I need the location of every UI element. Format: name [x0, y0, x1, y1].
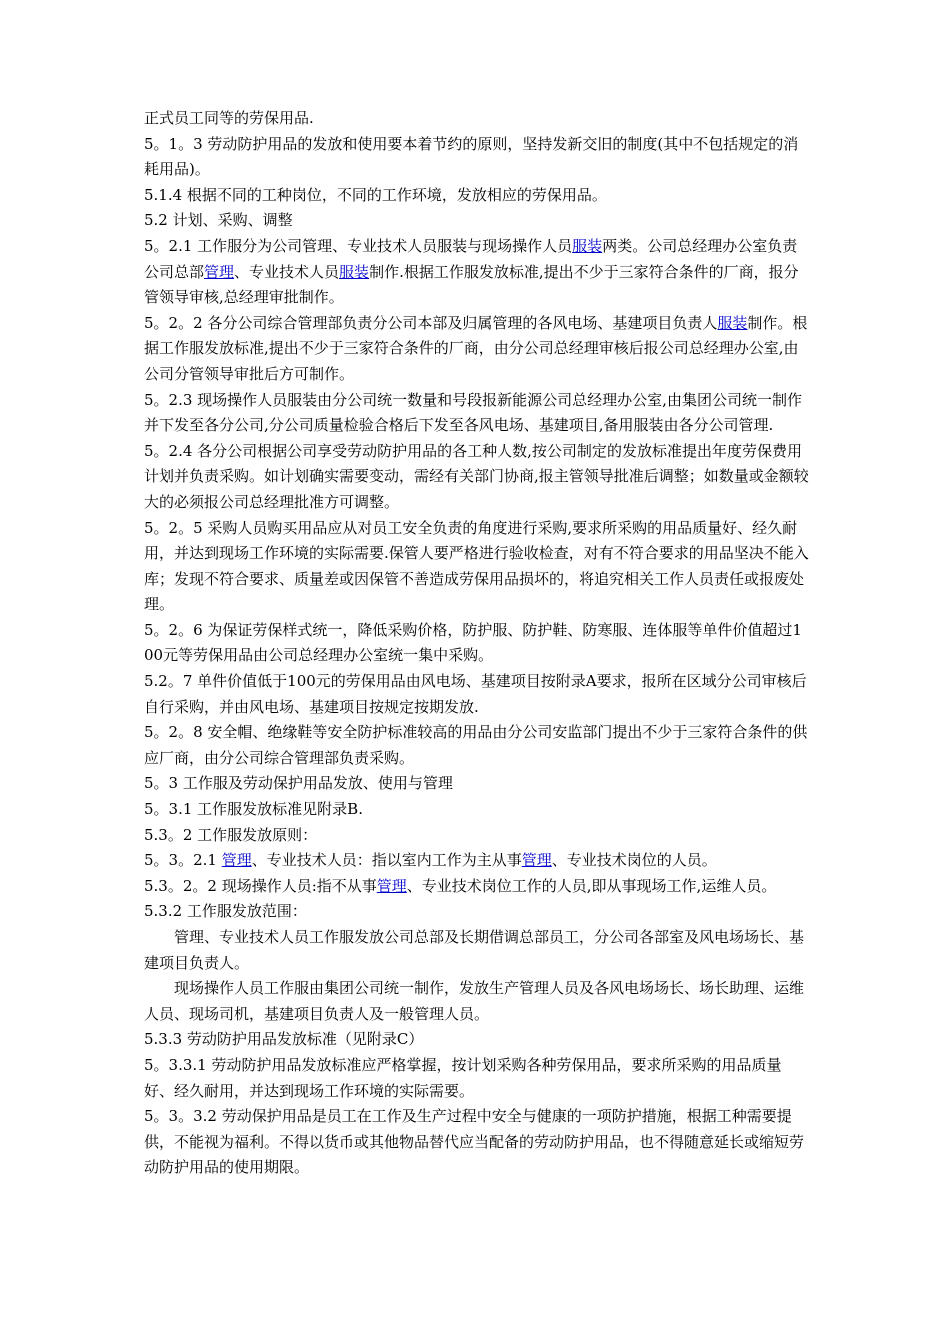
paragraph [144, 618, 810, 669]
paragraph [144, 848, 810, 874]
paragraph-text: 制作.根据工作服发放标准,提出不少于三家符合条件的厂商，报分管领导审核,总经理审批制作。 [144, 262, 799, 307]
keyword-link[interactable]: 管理 [521, 851, 552, 870]
paragraph [144, 388, 810, 439]
paragraph [144, 234, 810, 311]
paragraph [144, 311, 810, 388]
document-page [144, 106, 810, 1181]
paragraph-text: 5。3.3.1 劳动防护用品发放标准应严格掌握，按计划采购各种劳保用品，要求所采购的用品质量好、经久耐用，并达到现场工作环境的实际需要。 [144, 1055, 782, 1100]
keyword-link[interactable]: 管理 [204, 262, 235, 281]
paragraph [144, 1104, 810, 1181]
paragraph-text: 正式员工同等的劳保用品. [144, 109, 314, 127]
paragraph-text: 5。2.4 各分公司根据公司享受劳动防护用品的各工种人数,按公司制定的发放标准提出年度劳保费用计划并负责采购。如计划确实需要变动，需经有关部门协商,报主管领导批准后调整；如数量或金额较大的必须报公司总经理批准方可调整。 [144, 441, 809, 511]
paragraph-text: 5。3。3.2 劳动保护用品是员工在工作及生产过程中安全与健康的一项防护措施，根据工种需要提供，不能视为福利。不得以货币或其他物品替代应当配备的劳动防护用品，也不得随意延长或缩短劳动防护用品的使用期限。 [144, 1107, 805, 1177]
paragraph [144, 720, 810, 771]
keyword-link[interactable]: 管理 [376, 876, 407, 895]
paragraph-text: 5。1。3 劳动防护用品的发放和使用要本着节约的原则，坚持发新交旧的制度(其中不包括规定的消耗用品)。 [144, 134, 799, 179]
paragraph [144, 208, 810, 234]
paragraph-text: 、专业技术人员 [234, 262, 340, 281]
paragraph-text: 5。2。2 各分公司综合管理部负责分公司本部及归属管理的各风电场、基建项目负责人 [144, 313, 718, 332]
paragraph-text: 5.2 计划、采购、调整 [144, 211, 293, 230]
paragraph-text: 5.3.3 劳动防护用品发放标准（见附录C） [144, 1030, 424, 1049]
paragraph-text: 5。2。8 安全帽、绝缘鞋等安全防护标准较高的用品由分公司安监部门提出不少于三家符合条件的供应厂商，由分公司综合管理部负责采购。 [144, 723, 808, 767]
paragraph-text: 、专业技术岗位的人员。 [551, 851, 717, 870]
paragraph [144, 797, 810, 823]
keyword-link[interactable]: 服装 [717, 313, 748, 332]
paragraph [144, 976, 810, 1027]
paragraph-text: 5。3。2.1 [144, 851, 222, 870]
paragraph [144, 823, 810, 849]
paragraph [144, 874, 810, 900]
keyword-link[interactable]: 服装 [572, 236, 603, 255]
paragraph [144, 132, 810, 183]
paragraph-text: 制作。根据工作服发放标准,提出不少于三家符合条件的厂商，由分公司总经理审核后报公司总经理办公室,由公司分管领导审批后方可制作。 [144, 313, 808, 383]
paragraph [144, 925, 810, 976]
paragraph-text: 现场操作人员工作服由集团公司统一制作，发放生产管理人员及各风电场场长、场长助理、运维人员、现场司机，基建项目负责人及一般管理人员。 [144, 979, 805, 1023]
paragraph [144, 899, 810, 925]
paragraph-text: 5.3。2 工作服发放原则： [144, 825, 318, 844]
paragraph-text: 、专业技术岗位工作的人员,即从事现场工作,运维人员。 [406, 876, 777, 895]
paragraph-text: 两类。公司总经理办公室负责公司总部 [144, 236, 798, 281]
paragraph-text: 5。2。6 为保证劳保样式统一，降低采购价格，防护服、防护鞋、防寒服、连体服等单件价值超过100元等劳保用品由公司总经理办公室统一集中采购。 [144, 620, 802, 665]
paragraph-text: 5.3.2 工作服发放范围： [144, 902, 307, 921]
paragraph [144, 183, 810, 209]
paragraph [144, 771, 810, 797]
paragraph [144, 439, 810, 516]
paragraph [144, 1027, 810, 1053]
paragraph [144, 516, 810, 618]
paragraph-text: 5。3 工作服及劳动保护用品发放、使用与管理 [144, 774, 453, 793]
paragraph [144, 669, 810, 720]
paragraph-text: 5。2。5 采购人员购买用品应从对员工安全负责的角度进行采购,要求所采购的用品质量好、经久耐用，并达到现场工作环境的实际需要.保管人要严格进行验收检查，对有不符合要求的用品坚决不能入库；发现不符合要求、质量差或因保管不善造成劳保用品损坏的，将追究相关工作人员责任或报废处理。 [144, 518, 809, 614]
paragraph-text: 5.1.4 根据不同的工种岗位，不同的工作环境，发放相应的劳保用品。 [144, 185, 607, 204]
paragraph-text: 管理、专业技术人员工作服发放公司总部及长期借调总部员工，分公司各部室及风电场场长、基建项目负责人。 [144, 928, 805, 972]
paragraph-text: 、专业技术人员：指以室内工作为主从事 [251, 851, 522, 870]
paragraph-text: 5.3。2。2 现场操作人员:指不从事 [144, 876, 377, 895]
keyword-link[interactable]: 管理 [221, 851, 252, 870]
paragraph-text: 5.2。7 单件价值低于100元的劳保用品由风电场、基建项目按附录A要求，报所在区域分公司审核后自行采购，并由风电场、基建项目按规定按期发放. [144, 672, 807, 716]
paragraph-text: 5。3.1 工作服发放标准见附录B. [144, 800, 363, 819]
paragraph [144, 106, 810, 132]
keyword-link[interactable]: 服装 [339, 262, 370, 281]
paragraph-text: 5。2.1 工作服分为公司管理、专业技术人员服装与现场操作人员 [144, 236, 573, 255]
paragraph [144, 1053, 810, 1104]
paragraph-text: 5。2.3 现场操作人员服装由分公司统一数量和号段报新能源公司总经理办公室,由集团公司统一制作并下发至各分公司,分公司质量检验合格后下发至各风电场、基建项目,备用服装由各分公司管理. [144, 390, 802, 435]
